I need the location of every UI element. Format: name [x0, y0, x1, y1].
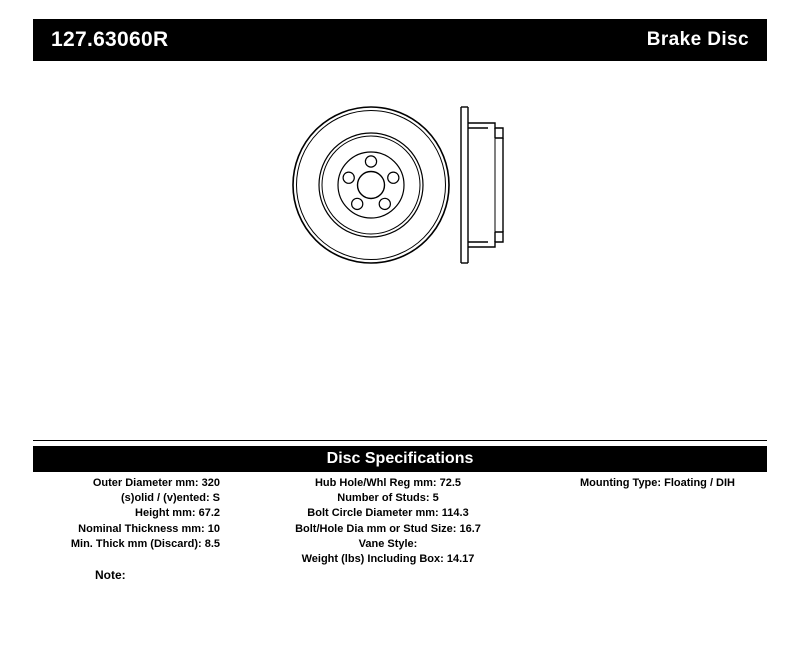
spec-divider	[33, 440, 767, 441]
spec-item: Weight (lbs) Including Box: 14.17	[301, 553, 475, 566]
spec-item: Min. Thick mm (Discard): 8.5	[70, 537, 220, 550]
spec-title-bar	[33, 446, 767, 472]
spec-item: Outer Diameter mm: 320	[92, 477, 220, 489]
spec-column-left	[33, 476, 228, 552]
rotor-technical-drawing	[33, 80, 767, 420]
spec-column-right	[548, 476, 767, 491]
spec-item: Height mm: 67.2	[135, 507, 220, 520]
note-label: Note:	[95, 568, 126, 582]
rotor-side-view	[461, 107, 503, 263]
product-drawing	[33, 80, 767, 420]
spec-item: Mounting Type: Floating / DIH	[580, 477, 735, 489]
spec-item: Nominal Thickness mm: 10	[78, 522, 220, 535]
rotor-face-view	[293, 107, 449, 263]
spec-columns	[33, 476, 767, 567]
spec-column-middle	[228, 476, 548, 567]
page-title: Brake Disc	[646, 29, 749, 50]
spec-item: Hub Hole/Whl Reg mm: 72.5	[314, 477, 462, 489]
spec-section-title: Disc Specifications	[326, 450, 474, 467]
spec-item: Bolt Circle Diameter mm: 114.3	[307, 507, 469, 520]
part-number: 127.63060R	[51, 28, 169, 51]
spec-item: (s)olid / (v)ented: S	[121, 492, 220, 505]
spec-item: Bolt/Hole Dia mm or Stud Size: 16.7	[295, 522, 481, 535]
header-bar	[33, 19, 767, 61]
spec-item: Vane Style:	[358, 537, 418, 550]
spec-item: Number of Studs: 5	[337, 492, 439, 505]
